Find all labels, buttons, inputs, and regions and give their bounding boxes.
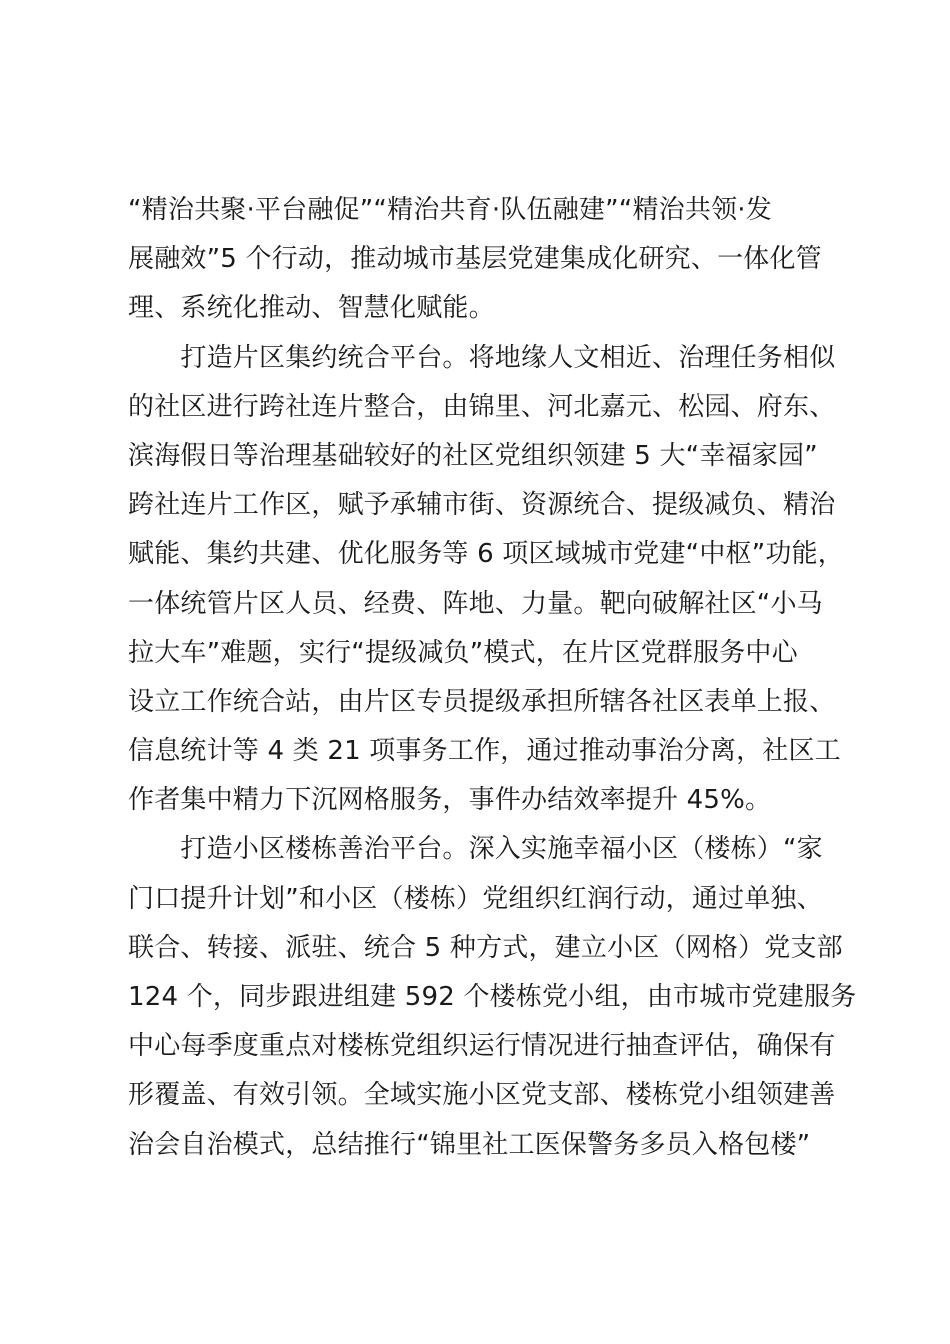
text-line: 联合、转接、派驻、统合 5 种方式，建立小区（网格）党支部: [128, 932, 843, 963]
text-line: 一体统管片区人员、经费、阵地、力量。靶向破解社区“小马: [128, 588, 823, 619]
text-line: 的社区进行跨社连片整合，由锦里、河北嘉元、松园、府东、: [128, 391, 836, 422]
text-line: 跨社连片工作区，赋予承辅市街、资源统合、提级减负、精治: [128, 490, 836, 521]
text-line: 中心每季度重点对楼栋党组织运行情况进行抽查评估，确保有: [128, 1031, 836, 1062]
text-line: 设立工作统合站，由片区专员提级承担所辖各社区表单上报、: [128, 686, 836, 717]
text-line: 124 个，同步跟进组建 592 个楼栋党小组，由市城市党建服务: [128, 982, 857, 1012]
text-line: 信息统计等 4 类 21 项事务工作，通过推动事治分离，社区工: [128, 736, 841, 767]
text-line: 形覆盖、有效引领。全域实施小区党支部、楼栋党小组领建善: [128, 1080, 836, 1111]
body-text: [128, 186, 857, 1170]
text-line: 赋能、集约共建、优化服务等 6 项区域城市党建“中枢”功能，: [128, 539, 845, 570]
text-line: 打造片区集约统合平台。将地缘人文相近、治理任务相似: [128, 342, 836, 373]
text-line: “精治共聚·平台融促”“精治共育·队伍融建”“精治共领·发: [128, 195, 772, 225]
text-line: 作者集中精力下沉网格服务，事件办结效率提升 45%。: [128, 785, 772, 816]
text-line: 拉大车”难题，实行“提级减负”模式，在片区党群服务中心: [128, 637, 798, 668]
text-line: 门口提升计划”和小区（楼栋）党组织红润行动，通过单独、: [128, 883, 823, 914]
text-line: 治会自治模式，总结推行“锦里社工医保警务多员入格包楼”: [128, 1129, 811, 1160]
text-line: 滨海假日等治理基础较好的社区党组织领建 5 大“幸福家园”: [128, 440, 818, 471]
text-line: 打造小区楼栋善治平台。深入实施幸福小区（楼栋）“家: [128, 834, 823, 865]
text-line: 展融效”5 个行动，推动城市基层党建集成化研究、一体化管: [128, 244, 822, 275]
text-line: 理、系统化推动、智慧化赋能。: [128, 293, 495, 324]
